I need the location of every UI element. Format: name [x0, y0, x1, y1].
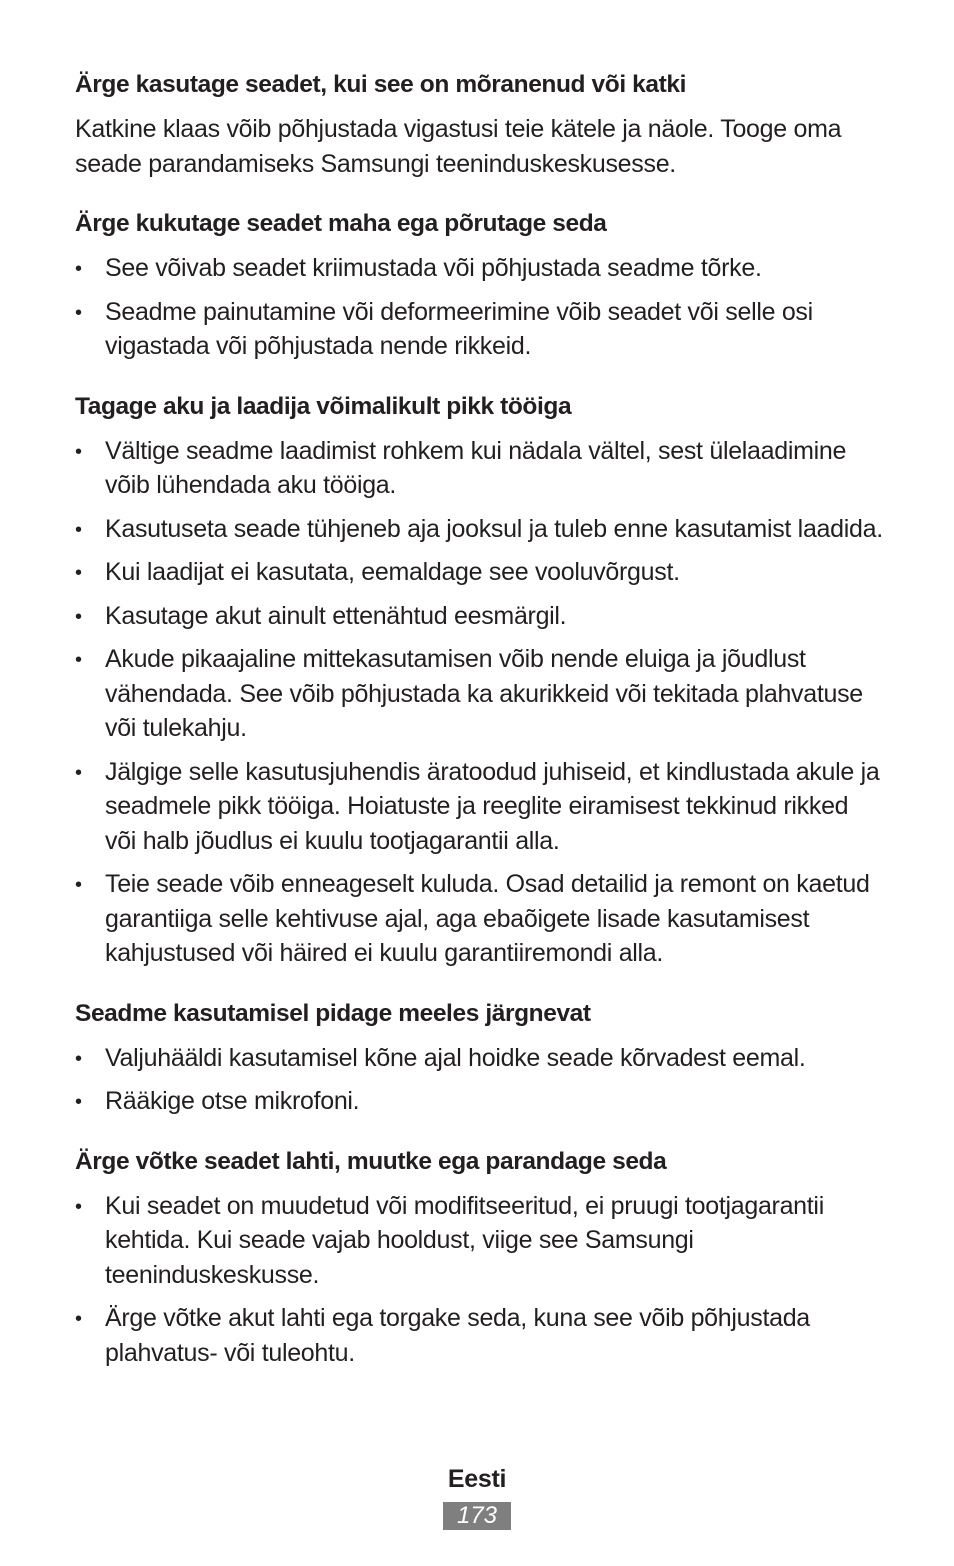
section-heading: Tagage aku ja laadija võimalikult pikk tööiga [75, 392, 572, 420]
list-item-text: Vältige seadme laadimist rohkem kui nädala vältel, sest ülelaadimine võib lühendada aku tööiga. [105, 436, 847, 499]
bullet-icon: • [75, 440, 82, 463]
list-item [75, 555, 885, 590]
bullet-icon: • [75, 605, 82, 628]
list-item-text: Ärge võtke akut lahti ega torgake seda, kuna see võib põhjustada plahvatus- või tuleohtu. [105, 1304, 810, 1367]
section-disassembly [75, 1145, 885, 1371]
list-item [75, 1084, 885, 1119]
section-heading: Ärge võtke seadet lahti, muutke ega parandage seda [75, 1147, 667, 1175]
section-heading: Seadme kasutamisel pidage meeles järgnevat [75, 999, 591, 1027]
bullet-icon: • [75, 1308, 82, 1330]
list-item-text: Valjuhääldi kasutamisel kõne ajal hoidke seade kõrvadest eemal. [105, 1043, 806, 1072]
bullet-icon: • [75, 562, 82, 584]
list-item [75, 295, 885, 364]
bullet-icon: • [75, 518, 82, 541]
list-item [75, 1189, 885, 1293]
list-item-text: Seadme painutamine või deformeerimine võib seadet või selle osi vigastada või põhjustada nende rikkeid. [105, 297, 813, 360]
bullet-icon: • [75, 1091, 82, 1113]
list-item [75, 1301, 885, 1370]
bullet-list [75, 251, 885, 364]
bullet-list [75, 1189, 885, 1371]
bullet-icon: • [75, 301, 82, 324]
document-page [75, 68, 885, 1396]
list-item [75, 867, 885, 971]
bullet-icon: • [75, 874, 82, 896]
list-item-text: Akude pikaajaline mittekasutamisen võib nende eluiga ja jõudlust vähendada. See võib põhjustada ka akurikkeid või tekitada plahvatuse või tulekahju. [105, 645, 863, 742]
list-item [75, 1041, 885, 1076]
section-paragraph: Katkine klaas võib põhjustada vigastusi teie kätele ja näole. Tooge oma seade parandamiseks Samsungi teeninduskeskusesse. [75, 115, 842, 178]
bullet-icon: • [75, 1195, 82, 1218]
section-heading: Ärge kukutage seadet maha ega põrutage seda [75, 210, 607, 237]
list-item-text: Kasutuseta seade tühjeneb aja jooksul ja tuleb enne kasutamist laadida. [105, 514, 883, 543]
bullet-list [75, 1041, 885, 1119]
list-item [75, 434, 885, 503]
bullet-list [75, 434, 885, 971]
bullet-icon: • [75, 258, 82, 280]
bullet-icon: • [75, 1047, 82, 1070]
list-item [75, 755, 885, 859]
list-item-text: Kasutage akut ainult ettenähtud eesmärgil. [105, 601, 567, 630]
list-item-text: Teie seade võib enneageselt kuluda. Osad detailid ja remont on kaetud garantiiga selle kehtivuse ajal, aga ebaõigete lisade kasutamisest kahjustused või häired ei kuulu garantiiremondi alla. [105, 870, 870, 967]
section-cracked-device [75, 68, 885, 181]
list-item [75, 642, 885, 746]
list-item [75, 512, 885, 547]
list-item-text: See võivab seadet kriimustada või põhjustada seadme tõrke. [105, 254, 762, 282]
page-number: 173 [443, 1502, 511, 1530]
page-footer [0, 1462, 954, 1530]
section-battery-life [75, 390, 885, 971]
footer-language: Eesti [447, 1465, 507, 1493]
list-item [75, 251, 885, 286]
list-item-text: Rääkige otse mikrofoni. [105, 1087, 360, 1115]
list-item [75, 599, 885, 634]
section-heading: Ärge kasutage seadet, kui see on mõranenud või katki [75, 71, 686, 98]
bullet-icon: • [75, 761, 82, 784]
bullet-icon: • [75, 649, 82, 671]
list-item-text: Kui laadijat ei kasutata, eemaldage see vooluvõrgust. [105, 558, 680, 586]
list-item-text: Kui seadet on muudetud või modifitseeritud, ei pruugi tootjagarantii kehtida. Kui seade vajab hooldust, viige see Samsungi teeninduskeskusse. [105, 1191, 824, 1289]
section-usage-tips [75, 997, 885, 1119]
list-item-text: Jälgige selle kasutusjuhendis äratoodud juhiseid, et kindlustada akule ja seadmele pikk tööiga. Hoiatuste ja reeglite eiramisest tekkinud rikked või halb jõudlus ei kuulu tootjagarantii alla. [105, 757, 880, 855]
section-drop-device [75, 207, 885, 364]
